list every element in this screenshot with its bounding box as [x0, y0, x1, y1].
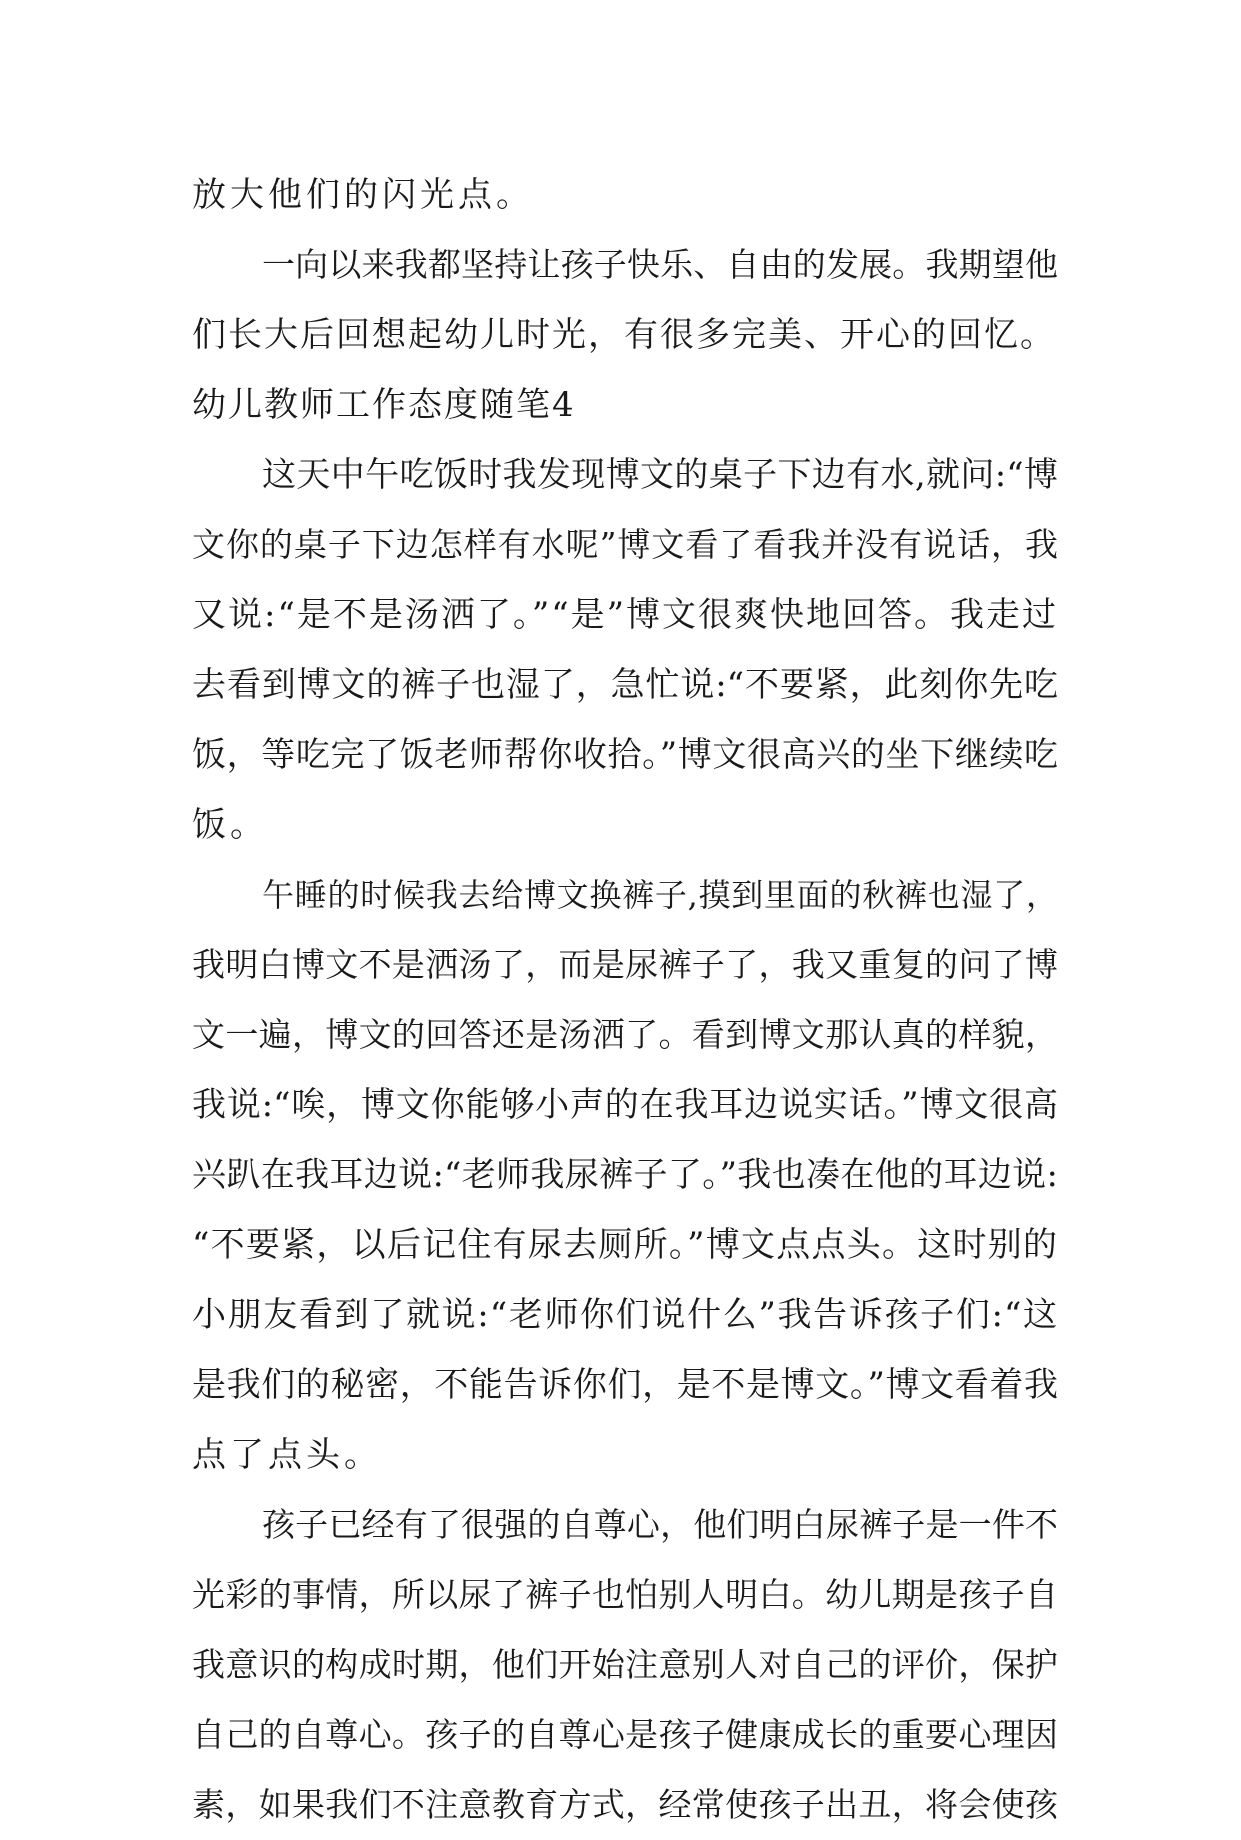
text-line: 孩子已经有了很强的自尊心，他们明白尿裤子是一件不	[262, 1505, 1058, 1544]
section-heading: 幼儿教师工作态度随笔4	[192, 385, 576, 425]
text-line: “不要紧，以后记住有尿去厕所。”博文点点头。这时别的	[192, 1225, 1058, 1265]
text-line: 自己的自尊心。孩子的自尊心是孩子健康成长的重要心理因	[192, 1715, 1058, 1754]
text-line: 饭，等吃完了饭老师帮你收拾。”博文很高兴的坐下继续吃	[192, 735, 1058, 775]
text-line: 放大他们的闪光点。	[192, 175, 534, 215]
text-line: 们长大后回想起幼儿时光，有很多完美、开心的回忆。	[192, 315, 1056, 355]
text-line: 点了点头。	[192, 1435, 382, 1475]
text-line: 一向以来我都坚持让孩子快乐、自由的发展。我期望他	[262, 245, 1058, 284]
text-line: 文你的桌子下边怎样有水呢”博文看了看我并没有说话，我	[192, 525, 1058, 564]
text-line: 我明白博文不是洒汤了，而是尿裤子了，我又重复的问了博	[192, 945, 1058, 984]
body-text	[192, 160, 1058, 1840]
text-line: 午睡的时候我去给博文换裤子,摸到里面的秋裤也湿了，	[262, 876, 1058, 914]
text-line: 我说:“唉，博文你能够小声的在我耳边说实话。”博文很高	[192, 1085, 1058, 1125]
text-line: 文一遍，博文的回答还是汤洒了。看到博文那认真的样貌，	[192, 1015, 1058, 1054]
text-line: 素，如果我们不注意教育方式，经常使孩子出丑，将会使孩	[192, 1785, 1058, 1824]
text-line: 是我们的秘密，不能告诉你们，是不是博文。”博文看着我	[192, 1365, 1058, 1405]
text-line: 去看到博文的裤子也湿了，急忙说:“不要紧，此刻你先吃	[192, 665, 1058, 705]
text-line: 兴趴在我耳边说:“老师我尿裤子了。”我也凑在他的耳边说:	[192, 1155, 1058, 1195]
text-line: 又说:“是不是汤洒了。”“是”博文很爽快地回答。我走过	[192, 595, 1058, 635]
text-line: 这天中午吃饭时我发现博文的桌子下边有水,就问:“博	[262, 455, 1058, 495]
text-line: 饭。	[192, 805, 268, 845]
text-line: 光彩的事情，所以尿了裤子也怕别人明白。幼儿期是孩子自	[192, 1575, 1058, 1614]
text-line: 小朋友看到了就说:“老师你们说什么”我告诉孩子们:“这	[192, 1295, 1058, 1335]
text-line: 我意识的构成时期，他们开始注意别人对自己的评价，保护	[192, 1645, 1058, 1684]
